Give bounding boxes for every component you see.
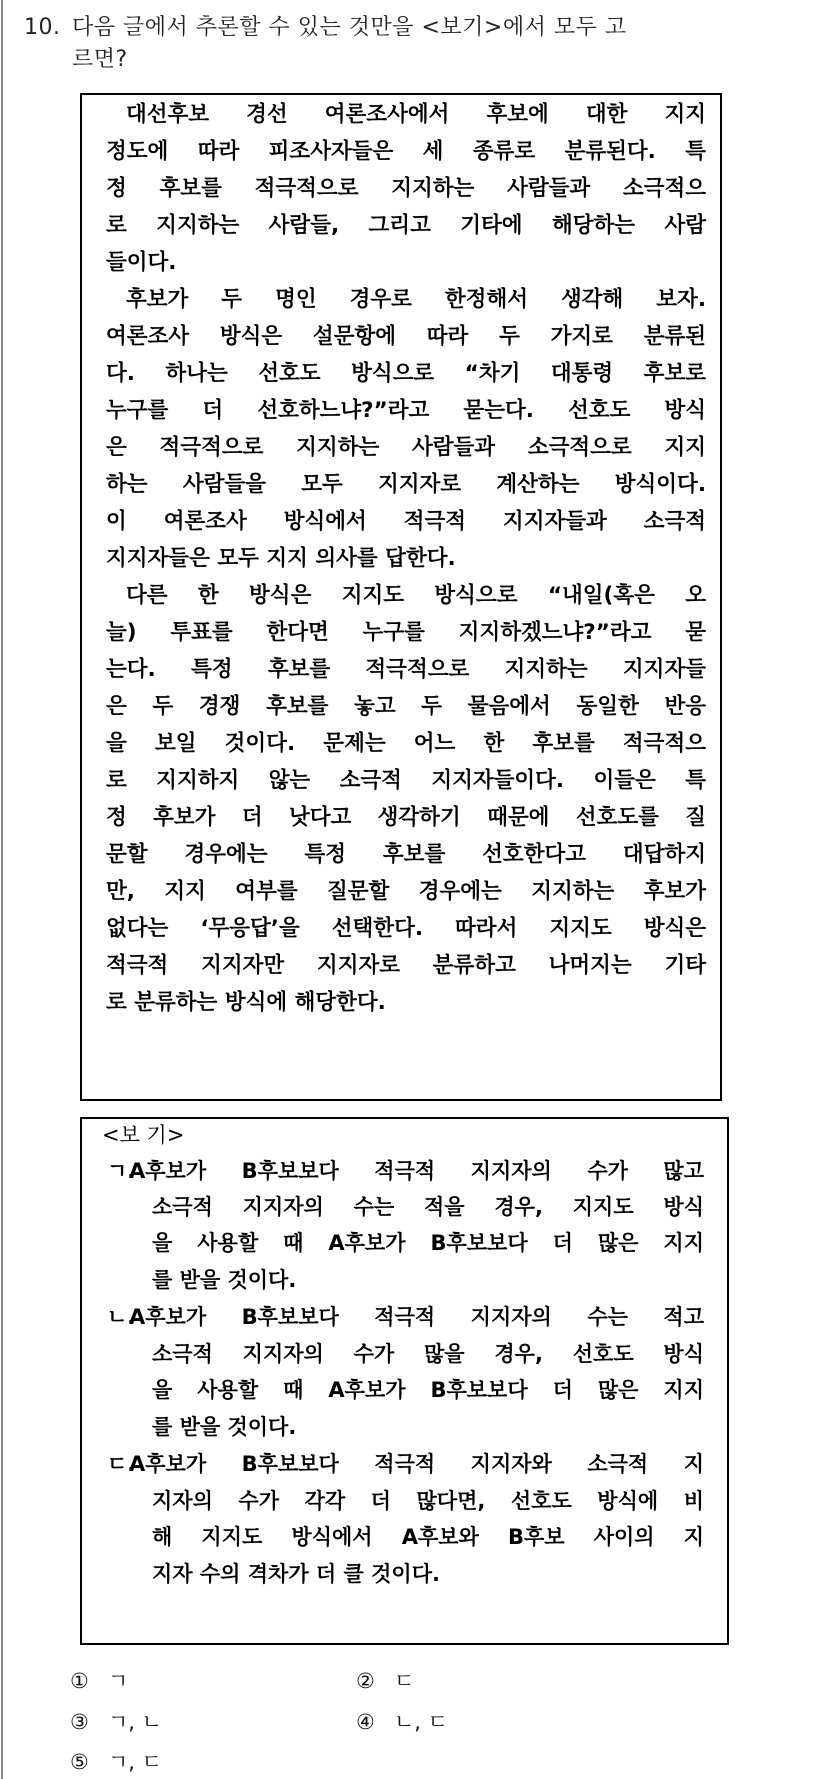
passage-line: 지지자들은 모두 지지 의사를 답한다. (106, 546, 456, 571)
passage-line: 는다. 특정 후보를 적극적으로 지지하는 지지자들 (106, 657, 706, 682)
passage-line: 늘) 투표를 한다면 누구를 지지하겠느냐?”라고 묻 (106, 620, 706, 645)
passage-line: 로 분류하는 방식에 해당한다. (106, 990, 386, 1015)
passage-line: 은 적극적으로 지지하는 사람들과 소극적으로 지지 (106, 435, 706, 460)
choice-text: ㄷ (394, 1669, 415, 1693)
bogi-marker-digeut: ㄷ. (107, 1452, 136, 1476)
bogi-marker-giyeok: ㄱ. (107, 1159, 136, 1183)
choice-number: ① (70, 1669, 89, 1693)
choice-4[interactable] (356, 1708, 448, 1736)
passage-line: 은 두 경쟁 후보를 놓고 두 물음에서 동일한 반응 (106, 694, 706, 719)
choice-text: ㄱ (108, 1669, 129, 1693)
passage-line: 하는 사람들을 모두 지지자로 계산하는 방식이다. (106, 472, 706, 497)
choice-3[interactable] (70, 1708, 162, 1736)
choice-number: ③ (70, 1710, 89, 1734)
passage-line: 적극적 지지자만 지지자로 분류하고 나머지는 기타 (106, 953, 706, 978)
bogi-item-line: 소극적 지지자의 수는 적을 경우, 지지도 방식 (152, 1195, 704, 1219)
passage-line: 로 지지하는 사람들, 그리고 기타에 해당하는 사람 (106, 213, 706, 238)
bogi-item-line: A후보가 B후보보다 적극적 지지자의 수는 적고 (129, 1305, 704, 1329)
passage-line: 정도에 따라 피조사자들은 세 종류로 분류된다. 특 (106, 139, 706, 164)
bogi-item-line: 소극적 지지자의 수가 많을 경우, 선호도 방식 (152, 1342, 704, 1366)
passage-line: 문할 경우에는 특정 후보를 선호한다고 대답하지 (106, 842, 706, 867)
question-text-line-1: 다음 글에서 추론할 수 있는 것만을 <보기>에서 모두 고 (72, 15, 627, 40)
passage-line: 후보가 두 명인 경우로 한정해서 생각해 보자. (126, 287, 706, 312)
passage-line: 정 후보를 적극적으로 지지하는 사람들과 소극적으 (106, 176, 706, 201)
passage-line: 들이다. (106, 250, 177, 275)
passage-line: 만, 지지 여부를 질문할 경우에는 지지하는 후보가 (106, 879, 706, 904)
choice-5[interactable] (70, 1748, 162, 1776)
passage-box (80, 93, 722, 1101)
choice-number: ⑤ (70, 1750, 89, 1774)
bogi-item-line: 를 받을 것이다. (152, 1415, 297, 1439)
passage-line: 다. 하나는 선호도 방식으로 “차기 대통령 후보로 (106, 361, 706, 386)
passage-line: 없다는 ‘무응답’을 선택한다. 따라서 지지도 방식은 (106, 916, 706, 941)
passage-line: 다른 한 방식은 지지도 방식으로 “내일(혹은 오 (126, 583, 706, 608)
bogi-marker-nieun: ㄴ. (107, 1305, 136, 1329)
choice-2[interactable] (356, 1667, 414, 1695)
page-left-border (1, 0, 3, 1779)
choice-text: ㄱ, ㄷ (108, 1750, 162, 1774)
bogi-item-line: 를 받을 것이다. (152, 1268, 297, 1292)
passage-line: 대선후보 경선 여론조사에서 후보에 대한 지지 (126, 102, 706, 127)
passage-line: 누구를 더 선호하느냐?”라고 묻는다. 선호도 방식 (106, 398, 706, 423)
bogi-item-line: 을 사용할 때 A후보가 B후보보다 더 많은 지지 (152, 1378, 704, 1402)
choice-text: ㄴ, ㄷ (394, 1710, 448, 1734)
passage-line: 이 여론조사 방식에서 적극적 지지자들과 소극적 (106, 509, 706, 534)
bogi-item-line: 지자 수의 격차가 더 클 것이다. (152, 1562, 440, 1586)
bogi-box (80, 1117, 729, 1645)
choice-1[interactable] (70, 1667, 128, 1695)
passage-line: 정 후보가 더 낫다고 생각하기 때문에 선호도를 질 (106, 805, 706, 830)
passage-line: 을 보일 것이다. 문제는 어느 한 후보를 적극적으 (106, 731, 706, 756)
bogi-item-line: 해 지지도 방식에서 A후보와 B후보 사이의 지 (152, 1525, 704, 1549)
bogi-item-line: 지자의 수가 각각 더 많다면, 선호도 방식에 비 (152, 1489, 704, 1513)
question-number: 10. (24, 15, 61, 40)
bogi-item-line: A후보가 B후보보다 적극적 지지자의 수가 많고 (129, 1159, 704, 1183)
choice-number: ② (356, 1669, 375, 1693)
passage-line: 로 지지하지 않는 소극적 지지자들이다. 이들은 특 (106, 768, 706, 793)
choice-number: ④ (356, 1710, 375, 1734)
bogi-title: <보 기> (102, 1123, 185, 1147)
question-text-line-2: 르면? (72, 47, 128, 72)
passage-line: 여론조사 방식은 설문항에 따라 두 가지로 분류된 (106, 324, 706, 349)
bogi-item-line: A후보가 B후보보다 적극적 지지자와 소극적 지 (129, 1452, 704, 1476)
choice-text: ㄱ, ㄴ (108, 1710, 162, 1734)
bogi-item-line: 을 사용할 때 A후보가 B후보보다 더 많은 지지 (152, 1231, 704, 1255)
